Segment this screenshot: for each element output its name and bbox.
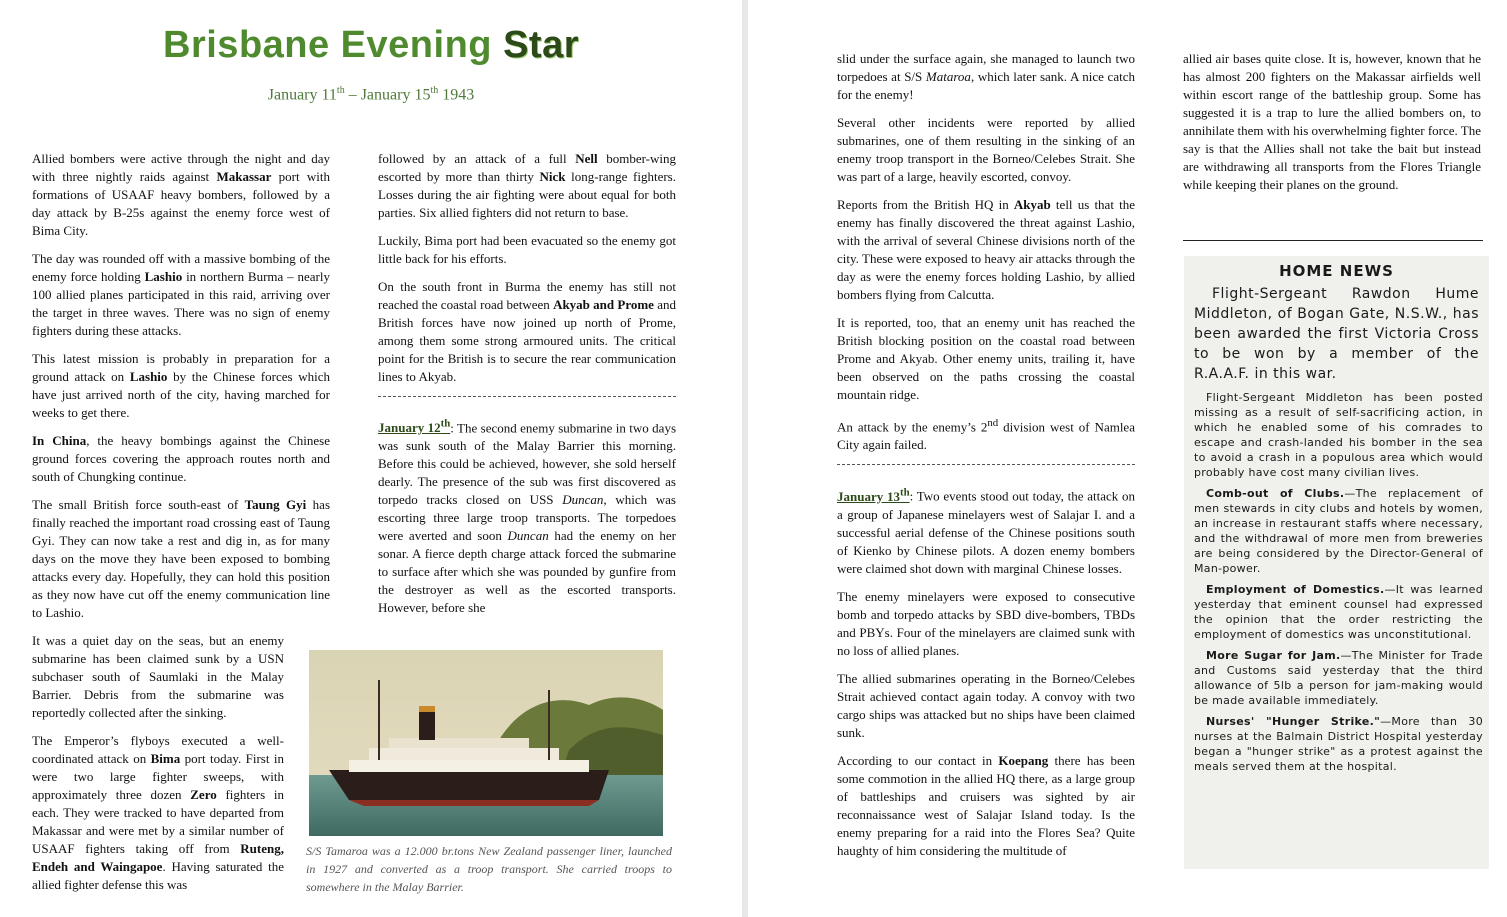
article-column-4 (1183, 50, 1481, 204)
article-column-1 (32, 150, 330, 632)
paragraph: Several other incidents were reported by allied submarines, one of them resulting in the sinking of an enemy troop transport in the Borneo/Celebes Strait. She was part of a large, heavily escorted, convoy. (837, 115, 1135, 184)
clipping-paragraph: Comb-out of Clubs.—The replacement of men stewards in city clubs and hotels by women, an increase in restaurant staffs where necessary, and the withdrawal of more men from breweries are being considered by the Director-General of Man-power. (1194, 487, 1483, 575)
masthead-star: Star (503, 24, 579, 66)
dateline-to-sup: th (430, 85, 439, 96)
paragraph: January 12th: The second enemy submarine in two days was sunk south of the Malay Barrier this morning. Before this could be achieved, however, she sold herself dearly. The presence of the sub was first discovered as torpedo tracks closed on USS Duncan, which was escorting three large troop transports. The torpedoes were averted and soon Duncan had the enemy on her sonar. A fierce depth charge attack forced the submarine to surface after which she was pounded by gunfire from the destroyer as well as the escorted transports. However, before she (378, 418, 677, 616)
paragraph: The day was rounded off with a massive bombing of the enemy force holding Lashio in northern Burma – nearly 100 allied planes participated in this raid, arriving over the target in three waves. There was no sign of enemy fighters during these attacks. (32, 251, 331, 338)
clipping-paragraph: More Sugar for Jam.—The Minister for Trade and Customs said yesterday that the third allowance of 5lb a person for jam-making would be made available immediately. (1194, 649, 1483, 707)
masthead-title: Brisbane Evening (163, 24, 492, 66)
newspaper-masthead (0, 24, 742, 67)
date-heading: January 13th (837, 486, 910, 504)
dateline-from-sup: th (336, 85, 345, 96)
ship-illustration (309, 650, 663, 836)
clipping-lead: Flight-Sergeant Rawdon Hume Middleton, of Bogan Gate, N.S.W., has been awarded the first Victoria Cross to be won by a member of the R.A.A.F. in this war. (1194, 286, 1479, 382)
issue-dateline (0, 85, 742, 104)
clipping-heading: HOME NEWS (1279, 262, 1394, 280)
paragraph: The Emperor’s flyboys executed a well-coordinated attack on Bima port today. First in were two large fighter sweeps, with approximately three dozen Zero fighters in each. They were tracked to have departed from Makassar and were met by a similar number of USAAF fighters taking off from Ruteng, Endeh and Waingapoe. Having saturated the allied fighter defense this was (32, 733, 285, 892)
paragraph: It is reported, too, that an enemy unit has reached the British blocking position on the coastal road between Prome and Akyab. Other enemy units, trailing it, have been observed on the paths crossing the coastal mountain ridge. (837, 315, 1135, 402)
paragraph: According to our contact in Koepang there has been some commotion in the allied HQ there, as a large group of battleships and cruisers was sighted by air reconnaissance west of Salajar Island today. Is the enemy preparing for a raid into the Flores Sea? Quite haughty of him considering the multitude of (837, 752, 1135, 858)
paragraph: Luckily, Bima port had been evacuated so the enemy got little back for his efforts. (378, 233, 676, 266)
paragraph: Reports from the British HQ in Akyab tell us that the enemy has finally discovered the threat against Lashio, with the arrival of several Chinese divisions north of the city. These were exposed to heavy air attacks through the day as were the enemy forces holding Lashio, by allied bombers flying from Calcutta. (837, 197, 1135, 302)
paragraph: January 13th: Two events stood out today, the attack on a group of Japanese minelayers west of Salajar I. and a successful aerial defense of the Chinese positions south of Kienko by Chinese pilots. A dozen enemy bombers were claimed shot down with marginal Chinese losses. (837, 486, 1135, 576)
paragraph: followed by an attack of a full Nell bomber-wing escorted by more than thirty Nick long-range fighters. Losses during the air fighting were about equal for both parties. Six allied fighters did not return to base. (378, 151, 677, 220)
article-column-3 (837, 50, 1135, 870)
clipping-paragraph: Employment of Domestics.—It was learned yesterday that eminent counsel had expressed the opinion that the order restricting the employment of domestics was unconstitutional. (1194, 583, 1484, 641)
dateline-dash: – (344, 86, 361, 104)
paragraph: This latest mission is probably in preparation for a ground attack on Lashio by the Chinese forces which have just arrived north of the city, having marched for weeks to get there. (32, 351, 330, 420)
section-separator (378, 396, 676, 397)
dateline-to: January 15 (360, 86, 431, 104)
paragraph: The enemy minelayers were exposed to consecutive bomb and torpedo attacks by SBD dive-bombers, TBDs and PBYs. Four of the minelayers are claimed sunk with no loss of allied planes. (837, 588, 1135, 658)
paragraph: In China, the heavy bombings against the Chinese ground forces covering the approach routes north and south of Chungking continue. (32, 433, 331, 484)
section-separator (837, 464, 1135, 465)
article-column-2 (378, 150, 676, 627)
paragraph: The allied submarines operating in the Borneo/Celebes Strait achieved contact again today. A convoy with two cargo ships was attacked but no ships have been claimed sunk. (837, 670, 1135, 740)
paragraph: allied air bases quite close. It is, however, known that he has almost 200 fighters on the Makassar airfields well within escort range of the battleship group. Some has suggested it is a trap to lure the allied bombers on, to annihilate them with his overwhelming fighter force. The say is that the Allies shall not take the bait but instead are withdrawing all transports from the Flores Triangle while keeping their planes on the ground. (1183, 51, 1481, 192)
paragraph: An attack by the enemy’s 2nd division west of Namlea City again failed. (837, 417, 1135, 453)
paragraph: On the south front in Burma the enemy has still not reached the coastal road between Akyab and Prome and British forces have now joined up north of Prome, among them some strong armoured units. The critical point for the British is to secure the rear communication lines to Akyab. (378, 279, 676, 384)
article-column-1-lower (32, 632, 284, 904)
home-news-clipping (1184, 256, 1489, 869)
dateline-from: January 11 (267, 86, 337, 104)
paragraph: Allied bombers were active through the night and day with three nightly raids against Makassar port with formations of USAAF heavy bombers, followed by a day attack by B-25s against the enemy force west of Bima City. (32, 151, 330, 238)
image-caption: S/S Tamaroa was a 12.000 br.tons New Zealand passenger liner, launched in 1927 and converted as a troop transport. She carried troops to somewhere in the Malay Barrier. (306, 844, 672, 894)
clipping-paragraph: Nurses' "Hunger Strike."—More than 30 nurses at the Balmain District Hospital yesterday began a "hunger strike" as a protest against the meals served them at the hospital. (1194, 715, 1483, 773)
date-heading: January 12th (378, 418, 451, 436)
left-page (0, 0, 742, 917)
paragraph: The small British force south-east of Taung Gyi has finally reached the important road crossing east of Taung Gyi. They can now take a rest and dig in, as for many days on the move they have been exposed to bombing attacks every day. Hopefully, they can hold this position as they now have cut off the enemy communication line to Lashio. (32, 497, 330, 620)
paragraph: slid under the surface again, she managed to launch two torpedoes at S/S Mataroa, which later sank. A nice catch for the enemy! (837, 51, 1135, 102)
clipping-paragraph: Flight-Sergeant Middleton has been posted missing as a result of self-sacrificing action, in which he enabled some of his comrades to escape and crash-landed his bomber in the sea to avoid a crash in a populous area which would probably have cost many civilian lives. (1194, 391, 1483, 479)
column-divider (1183, 240, 1483, 241)
paragraph: It was a quiet day on the seas, but an enemy submarine has been claimed sunk by a USN subchaser south of Saumlaki in the Malay Barrier. Debris from the submarine was reportedly collected after the sinking. (32, 633, 284, 720)
dateline-year: 1943 (438, 86, 475, 104)
